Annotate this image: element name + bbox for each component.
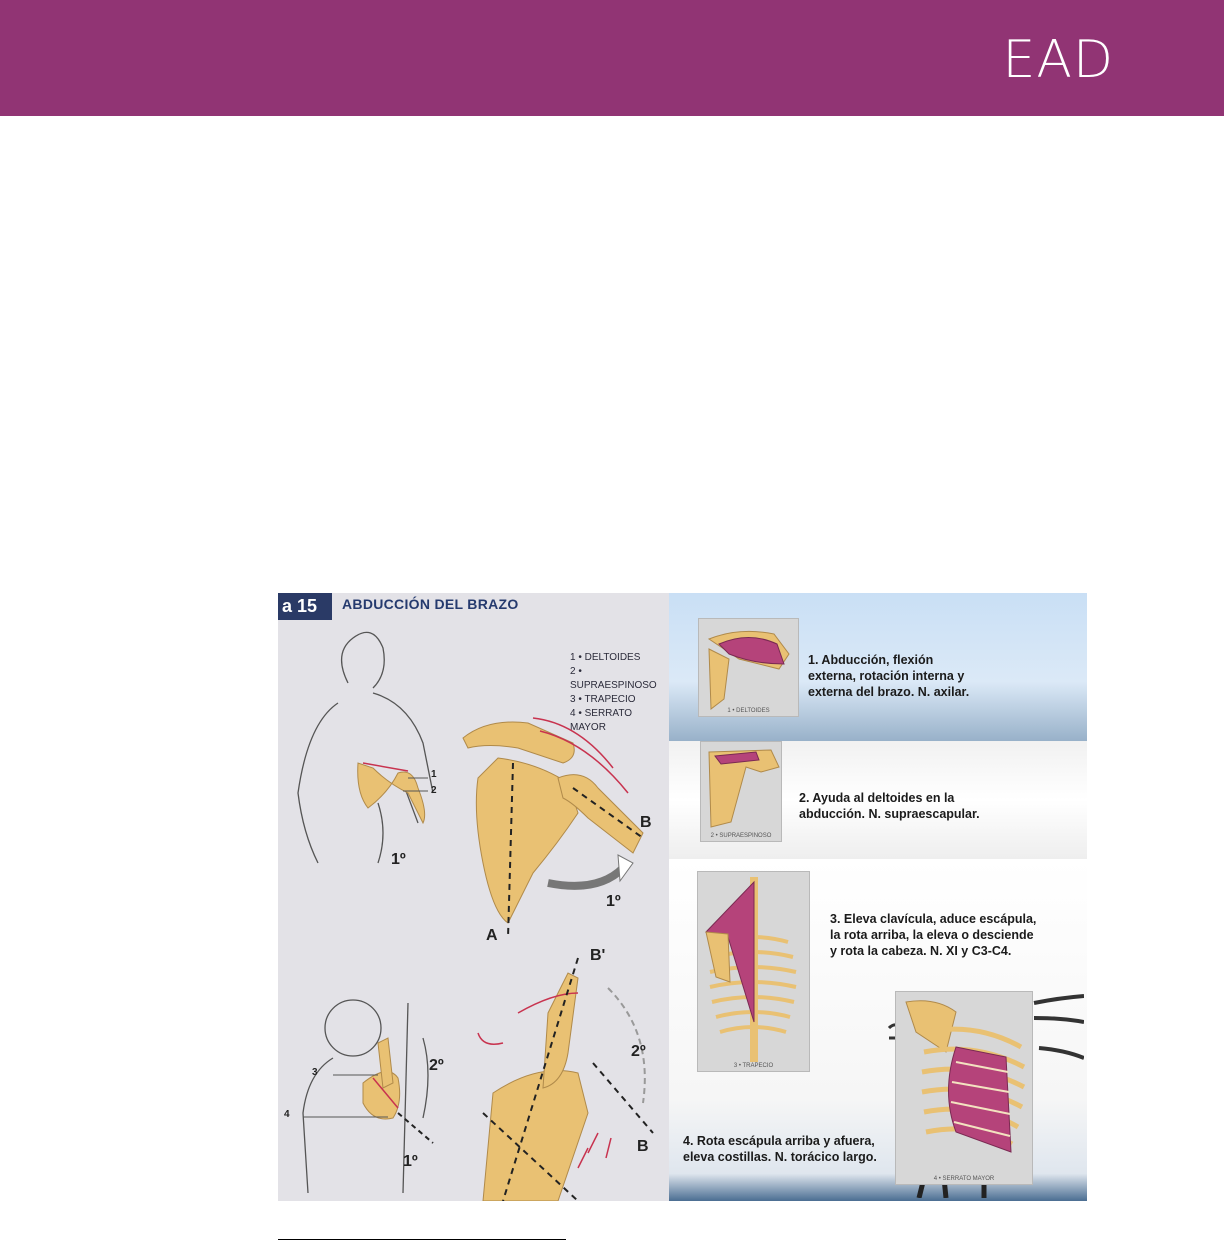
thumbnail-caption: 4 • SERRATO MAYOR: [933, 1176, 995, 1182]
label-a: A: [486, 927, 498, 944]
callout-1: 1: [431, 769, 437, 780]
thumbnail-caption: 1 • DELTOIDES: [727, 708, 770, 714]
back-figure-top: [298, 632, 433, 863]
brand-logo: EAD: [1002, 30, 1114, 90]
label-b-prime: B': [590, 947, 606, 964]
supraespinoso-illustration: [701, 742, 781, 841]
humerus-raised: [543, 973, 578, 1088]
callout-2: 2: [431, 785, 437, 796]
legend-item: 4 • SERRATO MAYOR: [570, 708, 633, 733]
step-label-2-arrow: 2º: [631, 1043, 646, 1060]
thumbnail-caption: 3 • TRAPECIO: [733, 1063, 774, 1069]
footnote-rule: [278, 1239, 566, 1240]
deltoides-thumbnail: [698, 618, 799, 717]
serrato-illustration: [896, 992, 1032, 1184]
step-label-1-arrow: 1º: [606, 893, 621, 910]
header-bar: [0, 0, 1224, 116]
clavicle-top: [463, 722, 574, 763]
scapula-bottom: [483, 1071, 588, 1202]
trapecio-thumbnail: [697, 871, 810, 1072]
panel-title: ABDUCCIÓN DEL BRAZO: [342, 596, 519, 612]
step-label-2-fig: 2º: [429, 1057, 444, 1074]
legend-item: 1 • DELTOIDES: [570, 652, 641, 663]
supraespinoso-description: 2. Ayuda al deltoides en la abducción. N. supraescapular.: [799, 791, 980, 821]
muscle-functions-panel: [669, 593, 1087, 1201]
legend-item: 2 • SUPRAESPINOSO: [570, 666, 657, 691]
anatomy-figure: [278, 593, 1087, 1201]
plate-number-badge: a 15: [278, 593, 332, 620]
step-label-1-bottom: 1º: [403, 1153, 418, 1170]
abduction-diagram-panel: [278, 593, 669, 1201]
serrato-description: 4. Rota escápula arriba y afuera, eleva costillas. N. torácico largo.: [683, 1134, 877, 1164]
trapecio-description: 3. Eleva clavícula, aduce escápula, la rota arriba, la eleva o desciende y rota la cabeza. N. XI y C3-C4.: [830, 912, 1037, 958]
serrato-thumbnail: [895, 991, 1033, 1185]
deltoides-illustration: [699, 619, 798, 716]
callout-3: 3: [312, 1067, 318, 1078]
label-b: B: [640, 814, 652, 831]
legend-item: 3 • TRAPECIO: [570, 694, 636, 705]
trapecio-illustration: [698, 872, 809, 1071]
thumbnail-caption: 2 • SUPRAESPINOSO: [710, 833, 772, 839]
label-b-bottom: B: [637, 1138, 649, 1155]
callout-4: 4: [284, 1109, 290, 1120]
deltoides-description: 1. Abducción, flexión externa, rotación interna y externa del brazo. N. axilar.: [808, 653, 970, 699]
step-label-1-top: 1º: [391, 851, 406, 868]
supraespinoso-thumbnail: [700, 741, 782, 842]
